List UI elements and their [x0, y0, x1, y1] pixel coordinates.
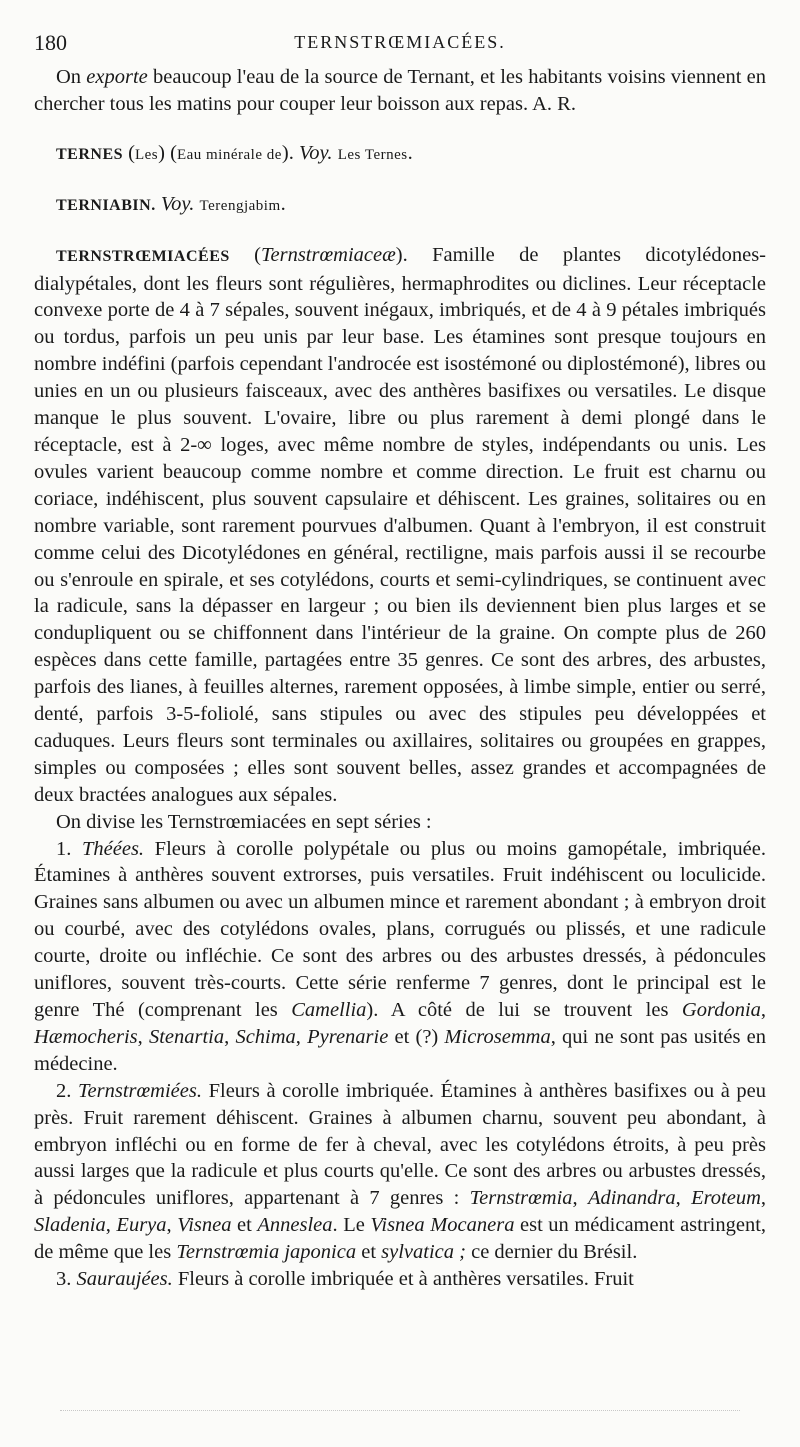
- paragraph-ternant-source: On exporte beaucoup l'eau de la source de Ternant, et les habitants voisins viennent en chercher tous les matins pour couper leur boisson aux repas. A. R.: [34, 66, 766, 115]
- paragraph-series-intro: On divise les Ternstrœmiacées en sept séries :: [56, 810, 432, 833]
- series-theees: 1. Théées. Fleurs à corolle polypétale ou plus ou moins gamopétale, imbriquée. Étamines à anthères souvent extrorses, puis versatiles. Fruit indéhiscent ou loculicide. Graines sans albumen ou avec un albumen mince et rarement abondant ; à embryon droit ou courbé, avec des cotylédons ovales, plans, corrugués ou plissés, et une radicule courte, droite ou infléchie. Ce sont des arbres ou des arbustes dressés, à pédoncules uniflores, souvent très-courts. Cette série renferme 7 genres, dont le principal est le genre Thé (comprenant les Camellia). A côté de lui se trouvent les Gordonia, Hæmocheris, Stenartia, Schima, Pyrenarie et (?) Microsemma, qui ne sont pas usités en médecine.: [34, 837, 767, 1075]
- entry-ternes: TERNES (Les) (Eau minérale de). Voy. Les Ternes.: [56, 141, 413, 164]
- bottom-bleed-rule: [60, 1410, 740, 1411]
- running-title: TERNSTRŒMIACÉES.: [294, 32, 506, 52]
- entry-terniabin: TERNIABIN. Voy. Terengjabim.: [56, 192, 286, 215]
- page-header: [34, 30, 766, 64]
- page-number: 180: [34, 30, 67, 55]
- entry-headword: TERNSTRŒMIACÉES: [56, 247, 230, 265]
- series-sauraujees: 3. Sauraujées. Fleurs à corolle imbriquée et à anthères versatiles. Fruit: [56, 1268, 634, 1291]
- entry-headword: TERNIABIN.: [56, 196, 156, 214]
- series-ternstroemiees: 2. Ternstrœmiées. Fleurs à corolle imbriquée. Étamines à anthères basifixes ou à peu près. Fruit rarement déhiscent. Graines à albumen charnu, souvent peu abondant, à embryon infléchi ou en forme de fer à cheval, avec les cotylédons étroits, à peu près aussi larges que la radicule et plus courts qu'elle. Ce sont des arbres ou arbustes dressés, à pédoncules uniflores, appartenant à 7 genres : Ternstrœmia, Adinandra, Eroteum, Sladenia, Eurya, Visnea et Anneslea. Le Visnea Mocanera est un médicament astringent, de même que les Ternstrœmia japonica et sylvatica ; ce dernier du Brésil.: [34, 1079, 767, 1264]
- entry-ternstroemiacees: TERNSTRŒMIACÉES (Ternstrœmiaceæ). Famille de plantes dicotylédones-dialypétales, dont les fleurs sont régulières, hermaphrodites ou diclines. Leur réceptacle convexe porte de 4 à 7 sépales, souvent inégaux, imbriqués, et de 4 à 9 pétales imbriqués ou tordus, parfois un peu unis par leur base. Les étamines sont presque toujours en nombre indéfini (parfois cependant l'androcée est isostémoné ou diplostémoné), libres ou unies en un ou plusieurs faisceaux, avec des anthères basifixes ou versatiles. Le disque manque le plus souvent. L'ovaire, libre ou plus rarement à demi plongé dans le réceptacle, est à 2-∞ loges, avec même nombre de styles, indépendants ou unis. Les ovules varient beaucoup comme nombre et comme direction. Le fruit est charnu ou coriace, indéhiscent, plus souvent capsulaire et déhiscent. Les graines, solitaires ou en nombre variable, sont rarement pourvues d'albumen. Quant à l'embryon, il est construit comme celui des Dicotylédones en général, rectiligne, mais parfois aussi il se recourbe ou s'enroule en spirale, et ses cotylédons, courts et semi-cylindriques, se continuent avec la radicule, sans la dépasser en largeur ; ou bien ils deviennent bien plus larges et se condupliquent ou se chiffonnent dans l'intérieur de la graine. On compte plus de 260 espèces dans cette famille, partagées entre 35 genres. Ce sont des arbres, des arbustes, parfois des lianes, à feuilles alternes, rarement opposées, à limbe simple, entier ou serré, denté, parfois 3-5-foliolé, sans stipules ou avec des stipules peu développées et caduques. Leurs fleurs sont terminales ou axillaires, solitaires ou groupées en grappes, simples ou composées ; elles sont souvent belles, assez grandes et accompagnées de deux bractées analogues aux sépales.: [34, 243, 767, 806]
- entry-headword: TERNES: [56, 145, 124, 163]
